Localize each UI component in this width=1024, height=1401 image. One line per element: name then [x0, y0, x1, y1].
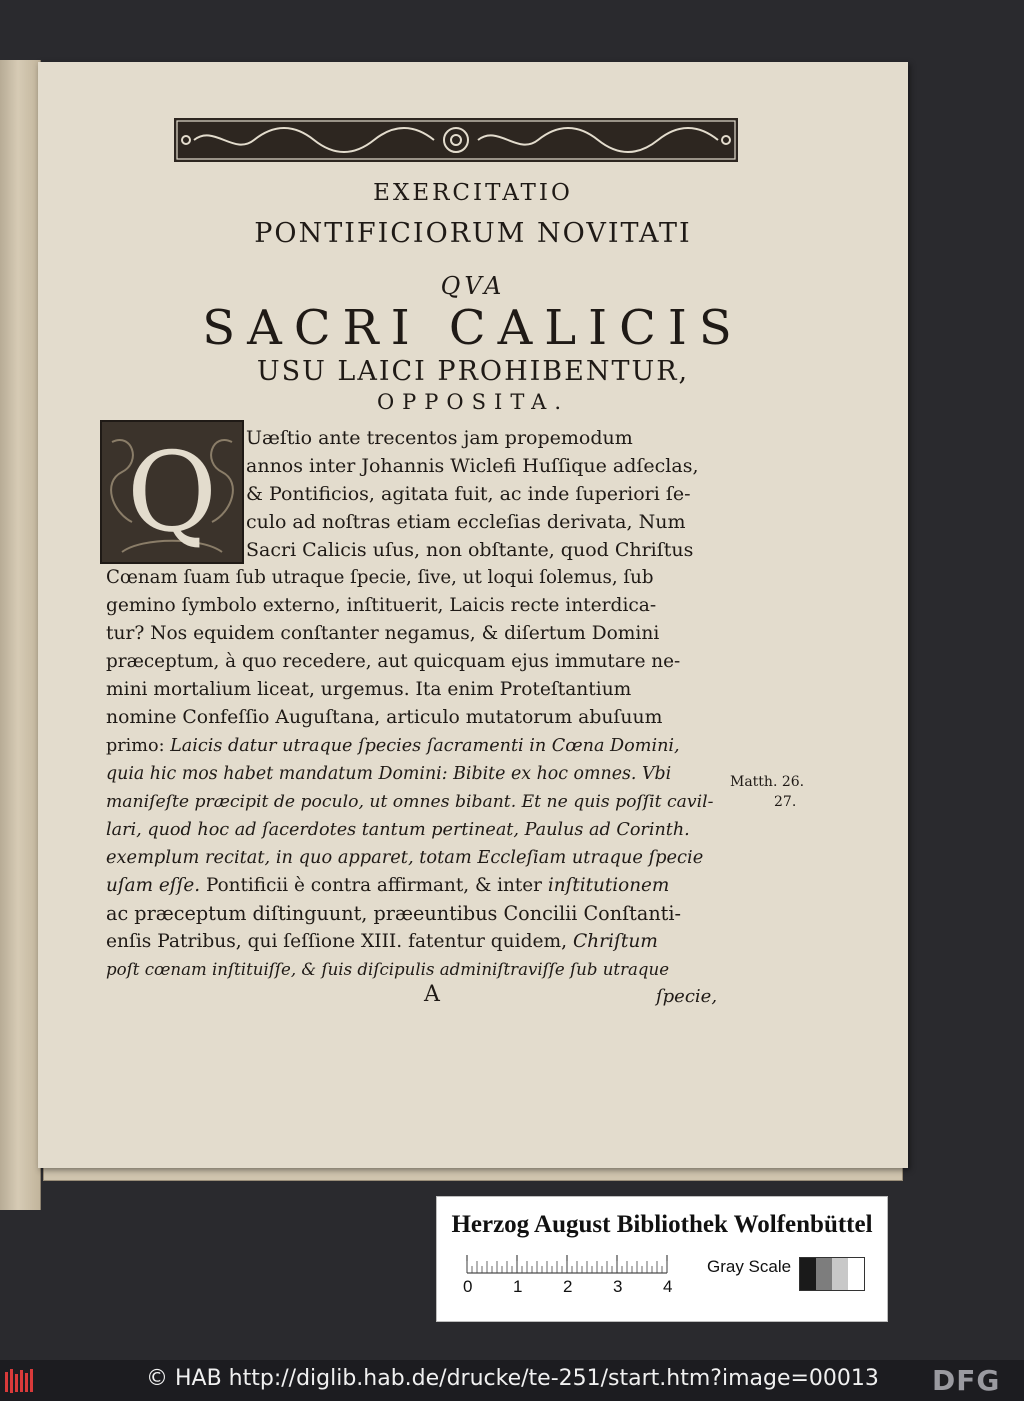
- body-line-13: quia hic mos habet mandatum Domini: Bibite ex hoc omnes. Vbi: [106, 764, 672, 784]
- body-line-2: annos inter Johannis Wiclefi Huſſique adſeclas,: [246, 455, 699, 477]
- body-line-8: tur? Nos equidem conſtanter negamus, & diſertum Domini: [106, 623, 660, 644]
- grayscale-patch-3: [832, 1258, 848, 1290]
- grayscale-patch-1: [800, 1258, 816, 1290]
- signature-mark: A: [424, 982, 440, 1007]
- decorated-initial: [100, 420, 244, 564]
- body-line-9: præceptum, à quo recedere, aut quicquam ejus immutare ne-: [106, 651, 681, 672]
- left-page-edge: [0, 60, 41, 1210]
- body-line-19-part-1: enſis Patribus, qui ſeſſione XIII. fatentur quidem,: [106, 931, 573, 952]
- body-line-16: exemplum recitat, in quo apparet, totam Eccleſiam utraque ſpecie: [106, 847, 704, 868]
- library-color-card: [436, 1196, 888, 1322]
- grayscale-patch-4: [848, 1258, 864, 1290]
- margin-note: [730, 772, 804, 812]
- body-line-12-italic: Laicis datur utraque ſpecies ſacramenti in Cœna Domini,: [170, 736, 680, 756]
- body-line-3: & Pontificios, agitata fuit, ac inde ſuperiori ſe-: [246, 483, 691, 505]
- body-line-17-part-2: Pontificii è contra affirmant, & inter: [205, 875, 548, 896]
- library-name: Herzog August Bibliothek Wolfenbüttel: [451, 1211, 873, 1238]
- ruler-numbers: [461, 1277, 721, 1297]
- ruler-number-4: 4: [663, 1277, 673, 1296]
- body-line-17: [106, 872, 669, 900]
- grayscale-patch-2: [816, 1258, 832, 1290]
- margin-note-line-1: Matth. 26.: [730, 774, 805, 790]
- title-line-sacri-calicis: SACRI CALICIS: [202, 300, 744, 356]
- title-line-qua: QVA: [440, 272, 506, 300]
- viewer-footer-bar: [0, 1360, 1024, 1401]
- ornament-band-icon: [174, 118, 738, 162]
- body-line-18: ac præceptum diſtinguunt, præeuntibus Concilii Conſtanti-: [106, 902, 682, 925]
- body-line-12-plain: primo:: [106, 736, 171, 756]
- body-line-17-part-1: uſam eſſe.: [106, 875, 206, 896]
- body-line-17-part-3: inſtitutionem: [547, 875, 670, 896]
- body-line-19-part-2: Chriſtum: [572, 931, 658, 952]
- initial-letter: Q: [126, 428, 218, 556]
- book-page: [38, 62, 908, 1168]
- grayscale-label: Gray Scale: [707, 1257, 792, 1276]
- body-line-12: [106, 732, 680, 760]
- catchword: ſpecie,: [656, 986, 718, 1007]
- ruler-number-3: 3: [613, 1277, 623, 1296]
- ruler-number-1: 1: [513, 1277, 523, 1296]
- body-line-5: Sacri Calicis uſus, non obſtante, quod Chriſtus: [246, 539, 694, 561]
- title-line-exercitatio: EXERCITATIO: [373, 180, 573, 206]
- body-line-7: gemino ſymbolo externo, inſtituerit, Laicis recte interdica-: [106, 595, 657, 616]
- body-line-20: poſt cœnam inſtituiſſe, & ſuis diſcipulis adminiſtraviſſe ſub utraque: [106, 960, 670, 979]
- ruler-number-0: 0: [463, 1277, 473, 1296]
- source-link[interactable]: © HAB http://diglib.hab.de/drucke/te-251/start.htm?image=00013: [146, 1366, 879, 1391]
- dfg-logo: DFG: [932, 1364, 1001, 1397]
- body-line-4: culo ad noſtras etiam eccleſias derivata, Num: [246, 511, 686, 533]
- body-line-19: [106, 928, 658, 956]
- title-line-opposita: OPPOSITA.: [376, 390, 570, 414]
- margin-note-line-2: 27.: [774, 794, 797, 810]
- ruler-number-2: 2: [563, 1277, 573, 1296]
- title-line-pontificiorum: PONTIFICIORUM NOVITATI: [254, 218, 692, 249]
- body-line-10: mini mortalium liceat, urgemus. Ita enim Proteſtantium: [106, 679, 632, 700]
- hab-logo-icon: [4, 1368, 38, 1394]
- body-line-6: Cœnam ſuam ſub utraque ſpecie, ſive, ut loqui ſolemus, ſub: [106, 567, 654, 588]
- body-line-14: maniſeſte præcipit de poculo, ut omnes bibant. Et ne quis poſſit cavil-: [106, 792, 714, 812]
- body-line-1: Uæſtio ante trecentos jam propemodum: [246, 427, 633, 449]
- body-line-11: nomine Confeſſio Auguſtana, articulo mutatorum abuſuum: [106, 707, 663, 728]
- body-line-15: lari, quod hoc ad ſacerdotes tantum pertineat, Paulus ad Corinth.: [106, 820, 690, 840]
- title-line-usu-laici: USU LAICI PROHIBENTUR,: [256, 356, 690, 387]
- grayscale-strip: [799, 1257, 865, 1291]
